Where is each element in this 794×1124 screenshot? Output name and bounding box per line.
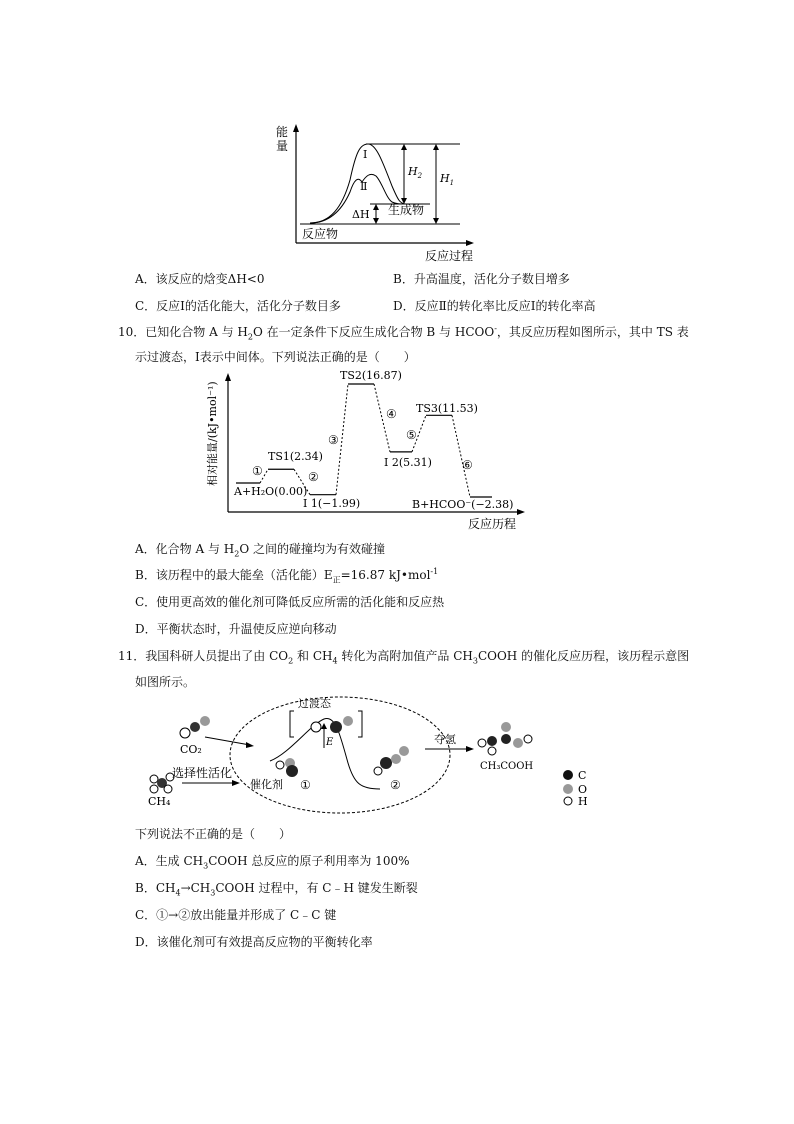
catalyst-label: 催化剂 (250, 778, 283, 791)
y-axis-label-1: 能 (276, 125, 289, 139)
dh-label: ΔH (352, 208, 370, 221)
q11-option-b: B．$CH_4\to CH_3COOH$ 过程中，有 C﹣H 键发生断裂 (135, 881, 418, 898)
q11-stem-line2: 如图所示。 (135, 675, 196, 689)
curve-II-label: Ⅱ (360, 180, 368, 193)
q11-question: 下列说法不正确的是（ ） (135, 827, 292, 841)
state-label-2: I 1(−1.99) (303, 497, 361, 510)
ch4-label: CH₄ (148, 795, 171, 808)
state-label-5: TS3(11.53) (416, 402, 478, 415)
h2-label: $H_2$ (408, 165, 423, 180)
q10-stem-line2: 示过渡态，Ⅰ表示中间体。下列说法正确的是（ ） (135, 350, 416, 364)
state-label-0: A+H₂O(0.00) (234, 485, 308, 498)
state-label-4: I 2(5.31) (384, 456, 432, 469)
energy-diagram-q9 (270, 120, 490, 265)
q11-option-c: C．①→②放出能量并形成了 C﹣C 键 (135, 908, 337, 922)
q9-option-d: D．反应Ⅱ的转化率比反应Ⅰ的转化率高 (393, 299, 596, 313)
step1-label: ① (300, 778, 311, 792)
ch4-molecule (150, 773, 174, 793)
h1-label: $H_1$ (440, 172, 455, 187)
step-label-5: ⑤ (406, 428, 417, 442)
step-label-6: ⑥ (462, 458, 473, 472)
q11-option-d: D．该催化剂可有效提高反应物的平衡转化率 (135, 935, 373, 949)
step-link-6 (452, 415, 470, 497)
q11-option-a: A．生成 $CH_3COOH$ 总反应的原子利用率为 100% (135, 854, 410, 871)
step-label-4: ④ (386, 407, 397, 421)
q9-option-c: C．反应Ⅰ的活化能大，活化分子数目多 (135, 299, 341, 313)
x-axis-label: 反应历程 (468, 517, 517, 530)
step-label-3: ③ (328, 433, 339, 447)
transition-state-label: 过渡态 (298, 697, 331, 710)
q10-option-c: C．使用更高效的催化剂可降低反应所需的活化能和反应热 (135, 595, 445, 609)
q10-option-b: B．该历程中的最大能垒（活化能）$E_正=16.87$ kJ•mol$^{-1}$ (135, 567, 439, 585)
x-axis-label: 反应过程 (425, 249, 474, 263)
reactant-label: 反应物 (302, 227, 339, 241)
y-axis-label: 相对能量/(kJ•mol⁻¹) (206, 381, 219, 486)
product-label: 生成物 (388, 203, 425, 217)
legend-o: O (578, 783, 588, 796)
step2-label: ② (390, 778, 401, 792)
co2-label: CO₂ (180, 743, 202, 756)
product-label: CH₃COOH (480, 761, 534, 772)
catalysis-diagram-q11 (140, 693, 600, 818)
take-h-label: 夺氢 (434, 733, 456, 746)
step-label-2: ② (308, 470, 319, 484)
legend-h: H (578, 795, 588, 808)
co2-molecule (180, 716, 210, 738)
selective-activation-label: 选择性活化 (172, 766, 233, 780)
q11-stem-line1: 11．我国科研人员提出了由 $CO_2$ 和 $CH_4$ 转化为高附加值产品 $CH_3COOH$ 的催化反应历程，该历程示意图 (118, 649, 690, 666)
state-label-1: TS1(2.34) (268, 450, 323, 463)
q10-stem-line1: 10．已知化合物 A 与 $H_2O$ 在一定条件下反应生成化合物 B 与 HCOO-，其反应历程如图所示，其中 TS 表 (118, 324, 689, 342)
ch3cooh-molecule (478, 722, 532, 755)
q9-option-b: B．升高温度，活化分子数目增多 (393, 272, 570, 286)
ea-label: E (326, 737, 334, 748)
state-label-6: B+HCOO⁻(−2.38) (412, 498, 514, 511)
q10-option-a: A．化合物 A 与 $H_2O$ 之间的碰撞均为有效碰撞 (135, 542, 385, 559)
legend-c: C (578, 769, 587, 782)
y-axis-label-2: 量 (276, 139, 289, 153)
curve-I-label: Ⅰ (363, 148, 368, 161)
reaction-profile-q10 (200, 368, 540, 530)
q10-option-d: D．平衡状态时，升温使反应逆向移动 (135, 622, 337, 636)
state-label-3: TS2(16.87) (340, 369, 402, 382)
q9-option-a: A．该反应的焓变ΔH<0 (135, 272, 265, 286)
step-label-1: ① (252, 464, 263, 478)
